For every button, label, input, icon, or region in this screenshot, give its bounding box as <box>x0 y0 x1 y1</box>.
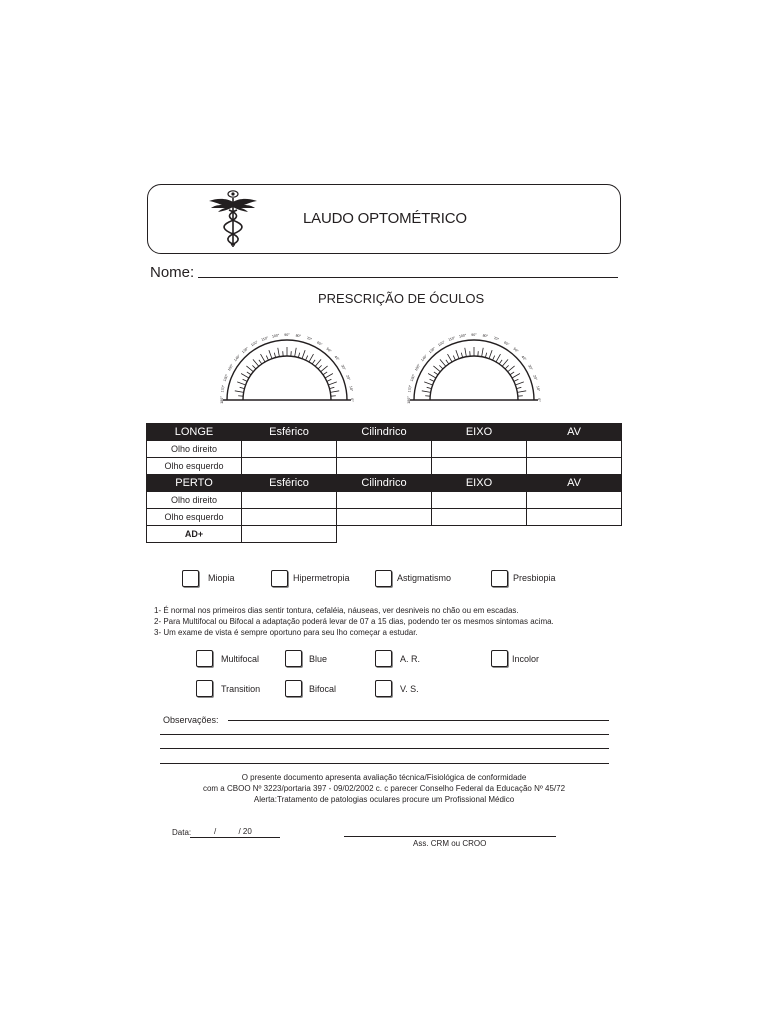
protractor-scale-label: 80° <box>295 333 302 339</box>
protractor-tick <box>318 365 322 369</box>
protractor-tick <box>323 372 327 375</box>
protractor-tick <box>330 387 335 388</box>
protractor-tick <box>241 374 249 379</box>
footer-line: Alerta:Tratamento de patologias oculares procure um Profissional Médico <box>253 795 515 804</box>
footer-line: O presente documento apresenta avaliação técnica/Fisiológica de conformidade <box>241 773 527 782</box>
protractor-scale-label: 170° <box>220 384 226 393</box>
presbiopia-label: Presbiopia <box>513 573 556 583</box>
protractor-tick <box>465 348 467 357</box>
observations-line[interactable] <box>160 748 609 749</box>
table-header-longe <box>147 424 622 441</box>
astigmatismo-checkbox[interactable] <box>375 570 392 587</box>
protractor-scale-label: 70° <box>306 336 313 342</box>
observations-line[interactable] <box>228 720 609 721</box>
protractor-tick <box>274 353 275 358</box>
header-eixo: EIXO <box>432 424 527 441</box>
protractor-tick <box>269 350 272 358</box>
protractor-scale-label: 170° <box>407 384 413 393</box>
caduceus-eye-logo-icon <box>205 188 261 250</box>
signature-label: Ass. CRM ou CROO <box>413 839 487 848</box>
signature-line[interactable] <box>344 836 556 837</box>
hipermetropia-label: Hipermetropia <box>293 573 350 583</box>
name-field[interactable] <box>198 277 618 278</box>
protractor-tick <box>448 354 453 362</box>
protractor-scale-label: 150° <box>414 363 422 372</box>
vs-label: V. S. <box>400 684 419 694</box>
protractor-tick <box>502 359 508 366</box>
legal-footer <box>150 772 618 805</box>
protractor-scale-label: 110° <box>447 335 456 342</box>
date-label: Data: <box>172 828 192 837</box>
protractor-tick <box>261 354 266 362</box>
protractor-scale-label: 10° <box>348 385 354 392</box>
protractor-tick <box>485 353 486 358</box>
protractor-scale-label: 30° <box>340 364 347 371</box>
transition-label: Transition <box>221 684 261 694</box>
protractor-inner-arc <box>430 356 518 400</box>
protractor-tick <box>235 391 244 393</box>
protractor-tick <box>505 365 509 369</box>
header-esferico: Esférico <box>242 424 337 441</box>
header-eixo: EIXO <box>432 475 527 492</box>
table-row-addition <box>147 526 622 543</box>
ar-label: A. R. <box>400 654 421 664</box>
protractor-scale-label: 20° <box>532 374 538 381</box>
transition-checkbox[interactable] <box>196 680 213 697</box>
protractor-scale-label: 90° <box>471 332 477 337</box>
protractor-tick <box>439 365 443 369</box>
row-label-longe-oe: Olho esquerdo <box>147 458 242 475</box>
protractor-tick <box>306 356 308 361</box>
multifocal-label: Multifocal <box>221 654 260 664</box>
protractor-tick <box>243 379 248 381</box>
protractor-tick <box>266 356 268 361</box>
protractor-scale-label: 120° <box>437 340 446 348</box>
header-longe: LONGE <box>147 424 242 441</box>
header-perto: PERTO <box>147 475 242 492</box>
table-row <box>147 458 622 475</box>
protractor-tick <box>515 382 523 385</box>
header-av: AV <box>527 424 622 441</box>
protractor-scale-label: 20° <box>345 374 351 381</box>
ar-checkbox[interactable] <box>375 650 392 667</box>
header-cilindrico: Cilindrico <box>337 424 432 441</box>
perto-od-cilindrico-cell[interactable] <box>337 492 432 509</box>
miopia-checkbox[interactable] <box>182 570 199 587</box>
miopia-label: Miopia <box>208 573 235 583</box>
note-item: 3- Um exame de vista é sempre oportuno para seu lho começar a estudar. <box>154 628 418 637</box>
protractor-tick <box>278 348 280 357</box>
protractor-tick <box>330 391 339 393</box>
axis-protractor-left-eye <box>399 322 549 404</box>
protractor-scale-label: 40° <box>520 354 528 362</box>
protractor-tick <box>422 391 431 393</box>
table-row <box>147 509 622 526</box>
protractor-tick <box>237 382 245 385</box>
protractor-tick <box>496 354 501 362</box>
protractor-tick <box>321 366 328 372</box>
perto-oe-av-cell[interactable] <box>527 509 622 526</box>
longe-oe-av-cell[interactable] <box>527 458 622 475</box>
incolor-label: Incolor <box>512 654 540 664</box>
astigmatismo-label: Astigmatismo <box>397 573 452 583</box>
protractor-tick <box>453 356 455 361</box>
longe-od-eixo-cell[interactable] <box>432 441 527 458</box>
protractor-tick <box>461 353 462 358</box>
protractor-tick <box>512 374 520 379</box>
protractor-scale-label: 150° <box>227 363 235 372</box>
notes-list <box>154 605 554 638</box>
protractor-scale-label: 180° <box>219 396 224 404</box>
perto-oe-eixo-cell[interactable] <box>432 509 527 526</box>
protractor-tick <box>510 372 514 375</box>
protractor-scale-label: 10° <box>535 385 541 392</box>
protractor-tick <box>424 382 432 385</box>
observations-line[interactable] <box>160 763 609 764</box>
protractor-tick <box>240 387 245 388</box>
protractor-tick <box>427 387 432 388</box>
protractor-scale-label: 110° <box>260 335 269 342</box>
observations-line[interactable] <box>160 734 609 735</box>
protractor-tick <box>456 350 459 358</box>
protractor-scale-label: 130° <box>428 346 437 355</box>
protractor-tick <box>428 374 436 379</box>
table-row <box>147 492 622 509</box>
protractor-tick <box>252 365 256 369</box>
observations-label: Observações: <box>163 715 219 725</box>
protractor-tick <box>482 348 484 357</box>
perto-oe-cilindrico-cell[interactable] <box>337 509 432 526</box>
protractor-tick <box>259 360 262 364</box>
protractor-scale-label: 130° <box>241 346 250 355</box>
row-label-longe-od: Olho direito <box>147 441 242 458</box>
protractor-tick <box>434 372 438 375</box>
table-row <box>147 441 622 458</box>
protractor-tick <box>493 356 495 361</box>
protractor-scale-label: 140° <box>420 354 429 363</box>
protractor-tick <box>514 379 519 381</box>
perto-od-av-cell[interactable] <box>527 492 622 509</box>
axis-protractor-right-eye <box>212 322 362 404</box>
protractor-scale-label: 40° <box>333 354 341 362</box>
protractor-scale-label: 0° <box>350 398 355 402</box>
protractor-tick <box>489 350 492 358</box>
perto-od-eixo-cell[interactable] <box>432 492 527 509</box>
perto-oe-esferico-cell[interactable] <box>242 509 337 526</box>
date-field[interactable]: / / 20 <box>214 827 252 836</box>
bifocal-checkbox[interactable] <box>285 680 302 697</box>
protractor-scale-label: 30° <box>527 364 534 371</box>
protractor-scale-label: 100° <box>271 333 280 339</box>
protractor-tick <box>499 360 502 364</box>
row-label-perto-oe: Olho esquerdo <box>147 509 242 526</box>
protractor-tick <box>508 366 515 372</box>
prescription-title: PRESCRIÇÃO DE ÓCULOS <box>318 291 485 306</box>
longe-oe-eixo-cell[interactable] <box>432 458 527 475</box>
perto-od-esferico-cell[interactable] <box>242 492 337 509</box>
protractor-scale-label: 60° <box>503 340 510 347</box>
protractor-scale-label: 90° <box>284 332 290 337</box>
protractor-scale-label: 180° <box>406 396 411 404</box>
vs-checkbox[interactable] <box>375 680 392 697</box>
protractor-inner-arc <box>243 356 331 400</box>
protractor-tick <box>440 359 446 366</box>
add-value-cell[interactable] <box>242 526 337 543</box>
protractor-scale-label: 140° <box>233 354 242 363</box>
note-item: 1- É normal nos primeiros dias sentir tontura, cefaléia, náuseas, ver desniveis no chão ou em escadas. <box>154 606 519 615</box>
header-cilindrico: Cilindrico <box>337 475 432 492</box>
protractor-tick <box>298 353 299 358</box>
protractor-scale-label: 100° <box>458 333 467 339</box>
multifocal-checkbox[interactable] <box>196 650 213 667</box>
protractor-tick <box>325 374 333 379</box>
protractor-tick <box>517 391 526 393</box>
header-av: AV <box>527 475 622 492</box>
protractor-tick <box>312 360 315 364</box>
note-item: 2- Para Multifocal ou Bifocal a adaptação poderá levar de 07 a 15 dias, podendo ter os mesmos sintomas acima. <box>154 617 554 626</box>
longe-od-esferico-cell[interactable] <box>242 441 337 458</box>
protractor-scale-label: 50° <box>512 346 520 354</box>
protractor-tick <box>295 348 297 357</box>
protractor-scale-label: 0° <box>537 398 542 402</box>
bifocal-label: Bifocal <box>309 684 337 694</box>
document-title: LAUDO OPTOMÉTRICO <box>303 210 467 227</box>
protractor-scale-label: 60° <box>316 340 323 347</box>
protractor-tick <box>328 382 336 385</box>
protractor-tick <box>309 354 314 362</box>
protractor-tick <box>246 366 253 372</box>
protractor-tick <box>430 379 435 381</box>
longe-od-cilindrico-cell[interactable] <box>337 441 432 458</box>
protractor-scale-label: 70° <box>493 336 500 342</box>
blue-checkbox[interactable] <box>285 650 302 667</box>
protractor-scale-label: 80° <box>482 333 489 339</box>
blue-label: Blue <box>309 654 328 664</box>
protractor-scale-label: 120° <box>250 340 259 348</box>
longe-oe-cilindrico-cell[interactable] <box>337 458 432 475</box>
protractor-scale-label: 50° <box>325 346 333 354</box>
protractor-tick <box>315 359 321 366</box>
longe-od-av-cell[interactable] <box>527 441 622 458</box>
footer-line: com a CBOO Nº 3223/portaria 397 - 09/02/2002 c. c parecer Conselho Federal da Educação Nº 45/72 <box>202 784 566 793</box>
presbiopia-checkbox[interactable] <box>491 570 508 587</box>
table-header-perto <box>147 475 622 492</box>
protractor-tick <box>247 372 251 375</box>
name-label: Nome: <box>150 264 195 281</box>
incolor-checkbox[interactable] <box>491 650 508 667</box>
protractor-tick <box>253 359 259 366</box>
date-line <box>190 837 280 838</box>
prescription-table <box>146 423 622 543</box>
row-label-perto-od: Olho direito <box>147 492 242 509</box>
header-esferico: Esférico <box>242 475 337 492</box>
protractor-tick <box>433 366 440 372</box>
protractor-tick <box>446 360 449 364</box>
add-label: AD+ <box>147 526 242 543</box>
hipermetropia-checkbox[interactable] <box>271 570 288 587</box>
longe-oe-esferico-cell[interactable] <box>242 458 337 475</box>
protractor-scale-label: 160° <box>222 373 230 382</box>
protractor-tick <box>517 387 522 388</box>
protractor-tick <box>327 379 332 381</box>
protractor-scale-label: 160° <box>409 373 417 382</box>
protractor-tick <box>302 350 305 358</box>
